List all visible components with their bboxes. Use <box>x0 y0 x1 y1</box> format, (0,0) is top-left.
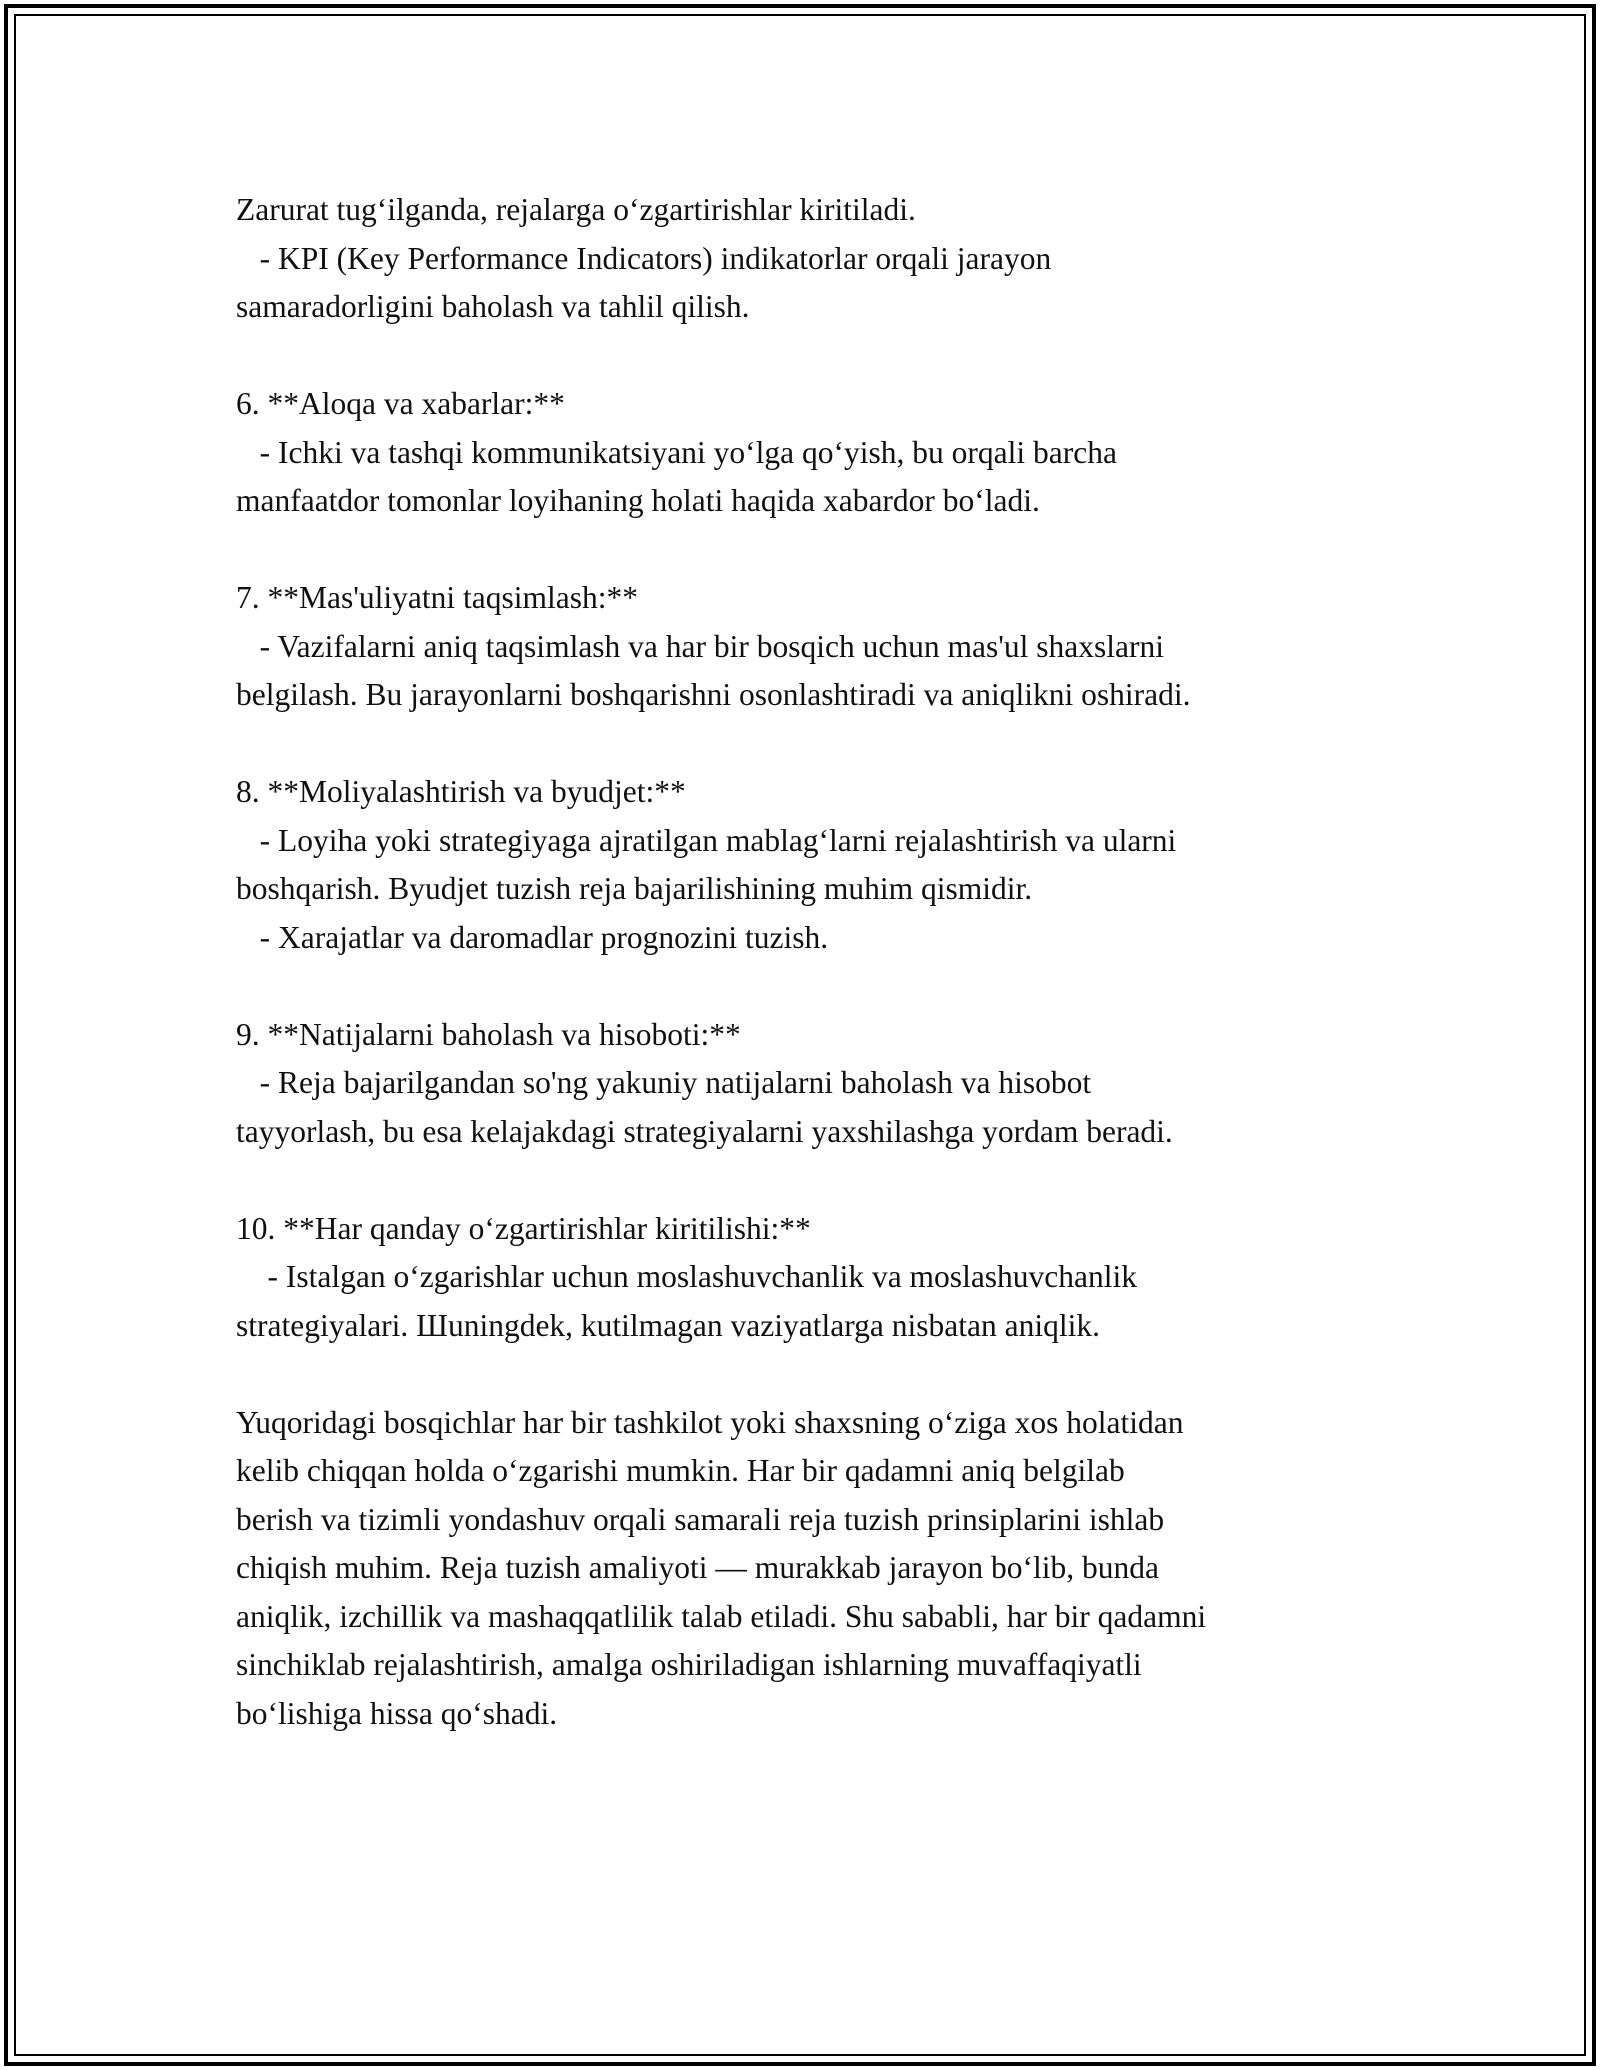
text-line: strategiyalari. Шuningdek, kutilmagan vaziyatlarga nisbatan aniqlik. <box>236 1307 1100 1343</box>
text-line: - Reja bajarilgandan so'ng yakuniy natijalarni baholash va hisobot <box>236 1065 1092 1100</box>
section-heading: 10. **Har qanday o‘zgartirishlar kiritilishi:** <box>236 1210 811 1246</box>
text-line: - KPI (Key Performance Indicators) indikatorlar orqali jarayon <box>236 240 1052 276</box>
conclusion-line: kelib chiqqan holda o‘zgarishi mumkin. Har bir qadamni aniq belgilab <box>236 1453 1125 1488</box>
conclusion-line: bo‘lishiga hissa qo‘shadi. <box>236 1695 558 1731</box>
section-heading: 7. **Mas'uliyatni taqsimlash:** <box>236 580 639 615</box>
conclusion-line: Yuqoridagi bosqichlar har bir tashkilot yoki shaxsning o‘ziga xos holatidan <box>236 1404 1184 1440</box>
document-body <box>236 186 1406 1738</box>
text-line: manfaatdor tomonlar loyihaning holati haqida xabardor bo‘ladi. <box>236 483 1040 518</box>
text-line: - Ichki va tashqi kommunikatsiyani yo‘lga qo‘yish, bu orqali barcha <box>236 434 1117 470</box>
paragraph-gap <box>236 1350 1406 1399</box>
text-line: - Istalgan o‘zgarishlar uchun moslashuvchanlik va moslashuvchanlik <box>236 1259 1138 1294</box>
text-line: belgilash. Bu jarayonlarni boshqarishni osonlashtiradi va aniqlikni oshiradi. <box>236 677 1191 712</box>
text-line: - Loyiha yoki strategiyaga ajratilgan mablag‘larni rejalashtirish va ularni <box>236 822 1177 858</box>
conclusion-line: sinchiklab rejalashtirish, amalga oshiriladigan ishlarning muvaffaqiyatli <box>236 1647 1142 1682</box>
paragraph-gap <box>236 720 1406 769</box>
text-line: boshqarish. Byudjet tuzish reja bajarilishining muhim qismidir. <box>236 871 1033 906</box>
text-line: - Xarajatlar va daromadlar prognozini tuzish. <box>236 919 829 955</box>
section-heading: 8. **Moliyalashtirish va byudjet:** <box>236 774 686 809</box>
text-line: tayyorlash, bu esa kelajakdagi strategiyalarni yaxshilashga yordam beradi. <box>236 1113 1173 1149</box>
conclusion-line: chiqish muhim. Reja tuzish amaliyoti — murakkab jarayon bo‘lib, bunda <box>236 1550 1159 1585</box>
paragraph-gap <box>236 962 1406 1011</box>
conclusion-line: berish va tizimli yondashuv orqali samarali reja tuzish prinsiplarini ishlab <box>236 1501 1165 1537</box>
paragraph-gap <box>236 1156 1406 1205</box>
text-line: Zarurat tug‘ilganda, rejalarga o‘zgartirishlar kiritiladi. <box>236 192 916 227</box>
section-heading: 6. **Aloqa va xabarlar:** <box>236 386 565 421</box>
conclusion-line: aniqlik, izchillik va mashaqqatlilik talab etiladi. Shu sababli, har bir qadamni <box>236 1598 1207 1634</box>
section-heading: 9. **Natijalarni baholash va hisoboti:** <box>236 1016 741 1052</box>
text-line: - Vazifalarni aniq taqsimlash va har bir bosqich uchun mas'ul shaxslarni <box>236 628 1164 664</box>
text-line: samaradorligini baholash va tahlil qilish. <box>236 289 750 324</box>
paragraph-gap <box>236 332 1406 381</box>
paragraph-gap <box>236 526 1406 575</box>
